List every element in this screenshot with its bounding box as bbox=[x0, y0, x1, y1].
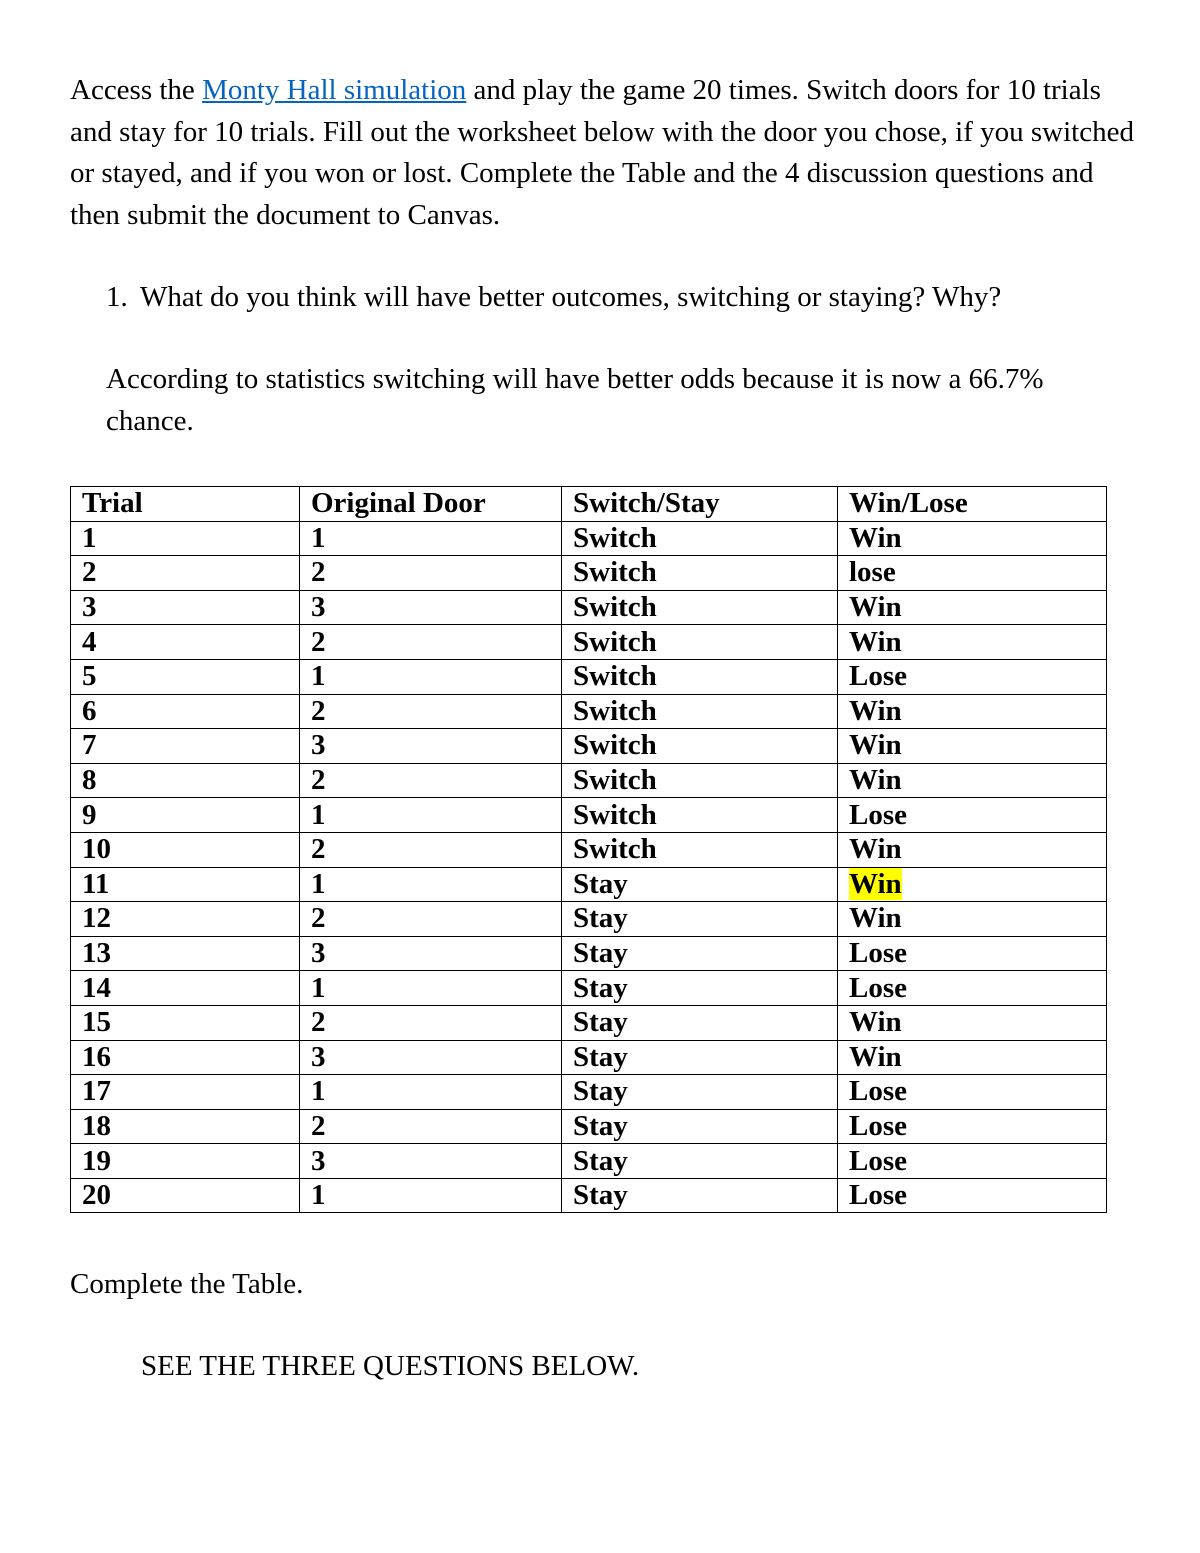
trials-table bbox=[70, 486, 1107, 1213]
cell-win-lose: lose bbox=[838, 556, 1107, 591]
cell-trial: 18 bbox=[71, 1109, 300, 1144]
cell-original-door: 2 bbox=[300, 1109, 562, 1144]
instructions-text-rest: and play the game 20 times. Switch doors for 10 trials and stay for 10 trials. Fill out the worksheet below with the door you chose, if you switched or stayed, and if you won or lost. Complete the Table and the 4 discussion questions and then submit the document to Canvas. bbox=[70, 74, 1134, 231]
cell-win-lose: Win bbox=[838, 902, 1107, 937]
cell-win-lose: Lose bbox=[838, 1109, 1107, 1144]
table-row bbox=[71, 625, 1107, 660]
header-switch-stay: Switch/Stay bbox=[562, 487, 838, 522]
cell-win-lose: Lose bbox=[838, 659, 1107, 694]
cell-original-door: 1 bbox=[300, 867, 562, 902]
cell-switch-stay: Stay bbox=[562, 902, 838, 937]
cell-switch-stay: Switch bbox=[562, 556, 838, 591]
cell-trial: 2 bbox=[71, 556, 300, 591]
cell-win-lose: Lose bbox=[838, 1178, 1107, 1213]
question-1-number: 1. bbox=[106, 281, 128, 313]
cell-original-door: 2 bbox=[300, 556, 562, 591]
cell-win-lose bbox=[838, 867, 1107, 902]
table-row bbox=[71, 902, 1107, 937]
question-1 bbox=[106, 277, 1001, 318]
table-row bbox=[71, 521, 1107, 556]
cell-trial: 16 bbox=[71, 1040, 300, 1075]
cell-original-door: 2 bbox=[300, 902, 562, 937]
table-row bbox=[71, 1144, 1107, 1179]
cell-switch-stay: Switch bbox=[562, 625, 838, 660]
cell-original-door: 3 bbox=[300, 936, 562, 971]
cell-trial: 9 bbox=[71, 798, 300, 833]
cell-switch-stay: Stay bbox=[562, 1075, 838, 1110]
table-row bbox=[71, 729, 1107, 764]
highlighted-result: Win bbox=[849, 867, 902, 900]
cell-trial: 8 bbox=[71, 763, 300, 798]
cell-original-door: 3 bbox=[300, 1144, 562, 1179]
monty-hall-simulation-link[interactable]: Monty Hall simulation bbox=[202, 74, 467, 106]
table-row bbox=[71, 936, 1107, 971]
cell-original-door: 3 bbox=[300, 729, 562, 764]
cell-switch-stay: Stay bbox=[562, 971, 838, 1006]
cell-original-door: 2 bbox=[300, 625, 562, 660]
table-row bbox=[71, 763, 1107, 798]
table-row bbox=[71, 1075, 1107, 1110]
table-row bbox=[71, 590, 1107, 625]
cell-original-door: 2 bbox=[300, 694, 562, 729]
cell-original-door: 1 bbox=[300, 521, 562, 556]
table-row bbox=[71, 1005, 1107, 1040]
header-trial: Trial bbox=[71, 487, 300, 522]
cell-win-lose: Win bbox=[838, 832, 1107, 867]
cell-trial: 3 bbox=[71, 590, 300, 625]
cell-switch-stay: Switch bbox=[562, 798, 838, 833]
answer-1: According to statistics switching will have better odds because it is now a 66.7% chance. bbox=[106, 363, 1044, 437]
see-questions-note: SEE THE THREE QUESTIONS BELOW. bbox=[141, 1350, 640, 1382]
cell-original-door: 2 bbox=[300, 763, 562, 798]
cell-switch-stay: Switch bbox=[562, 590, 838, 625]
cell-trial: 12 bbox=[71, 902, 300, 937]
table-row bbox=[71, 1109, 1107, 1144]
cell-win-lose: Lose bbox=[838, 971, 1107, 1006]
cell-win-lose: Lose bbox=[838, 936, 1107, 971]
cell-win-lose: Win bbox=[838, 625, 1107, 660]
cell-trial: 5 bbox=[71, 659, 300, 694]
cell-switch-stay: Stay bbox=[562, 936, 838, 971]
cell-trial: 13 bbox=[71, 936, 300, 971]
cell-switch-stay: Stay bbox=[562, 1144, 838, 1179]
table-row bbox=[71, 867, 1107, 902]
cell-trial: 14 bbox=[71, 971, 300, 1006]
cell-original-door: 1 bbox=[300, 659, 562, 694]
cell-switch-stay: Switch bbox=[562, 521, 838, 556]
table-header-row bbox=[71, 487, 1107, 522]
cell-trial: 15 bbox=[71, 1005, 300, 1040]
cell-win-lose: Win bbox=[838, 694, 1107, 729]
cell-switch-stay: Switch bbox=[562, 659, 838, 694]
table-row bbox=[71, 832, 1107, 867]
cell-win-lose: Lose bbox=[838, 1075, 1107, 1110]
cell-trial: 6 bbox=[71, 694, 300, 729]
cell-trial: 4 bbox=[71, 625, 300, 660]
cell-win-lose: Win bbox=[838, 729, 1107, 764]
table-row bbox=[71, 1178, 1107, 1213]
complete-table-note: Complete the Table. bbox=[70, 1268, 304, 1300]
cell-switch-stay: Stay bbox=[562, 1005, 838, 1040]
cell-original-door: 1 bbox=[300, 1178, 562, 1213]
cell-switch-stay: Stay bbox=[562, 867, 838, 902]
header-original-door: Original Door bbox=[300, 487, 562, 522]
instructions-text-start: Access the bbox=[70, 74, 203, 106]
cell-trial: 11 bbox=[71, 867, 300, 902]
cell-win-lose: Win bbox=[838, 590, 1107, 625]
table-row bbox=[71, 1040, 1107, 1075]
table-row bbox=[71, 659, 1107, 694]
cell-switch-stay: Stay bbox=[562, 1178, 838, 1213]
cell-switch-stay: Switch bbox=[562, 832, 838, 867]
table-row bbox=[71, 971, 1107, 1006]
cell-win-lose: Win bbox=[838, 521, 1107, 556]
question-1-text: What do you think will have better outcomes, switching or staying? Why? bbox=[140, 281, 1002, 313]
table-row bbox=[71, 556, 1107, 591]
cell-original-door: 1 bbox=[300, 1075, 562, 1110]
cell-trial: 1 bbox=[71, 521, 300, 556]
cell-original-door: 1 bbox=[300, 971, 562, 1006]
instructions-paragraph bbox=[70, 70, 1135, 236]
cell-trial: 10 bbox=[71, 832, 300, 867]
cell-win-lose: Lose bbox=[838, 1144, 1107, 1179]
cell-switch-stay: Switch bbox=[562, 729, 838, 764]
cell-switch-stay: Stay bbox=[562, 1109, 838, 1144]
cell-original-door: 3 bbox=[300, 1040, 562, 1075]
cell-win-lose: Win bbox=[838, 763, 1107, 798]
cell-win-lose: Win bbox=[838, 1005, 1107, 1040]
cell-switch-stay: Switch bbox=[562, 763, 838, 798]
cell-original-door: 1 bbox=[300, 798, 562, 833]
cell-original-door: 2 bbox=[300, 832, 562, 867]
cell-original-door: 2 bbox=[300, 1005, 562, 1040]
cell-trial: 19 bbox=[71, 1144, 300, 1179]
table-row bbox=[71, 798, 1107, 833]
cell-win-lose: Lose bbox=[838, 798, 1107, 833]
cell-win-lose: Win bbox=[838, 1040, 1107, 1075]
table-row bbox=[71, 694, 1107, 729]
cell-switch-stay: Stay bbox=[562, 1040, 838, 1075]
cell-trial: 17 bbox=[71, 1075, 300, 1110]
cell-trial: 7 bbox=[71, 729, 300, 764]
header-win-lose: Win/Lose bbox=[838, 487, 1107, 522]
cell-switch-stay: Switch bbox=[562, 694, 838, 729]
cell-original-door: 3 bbox=[300, 590, 562, 625]
cell-trial: 20 bbox=[71, 1178, 300, 1213]
